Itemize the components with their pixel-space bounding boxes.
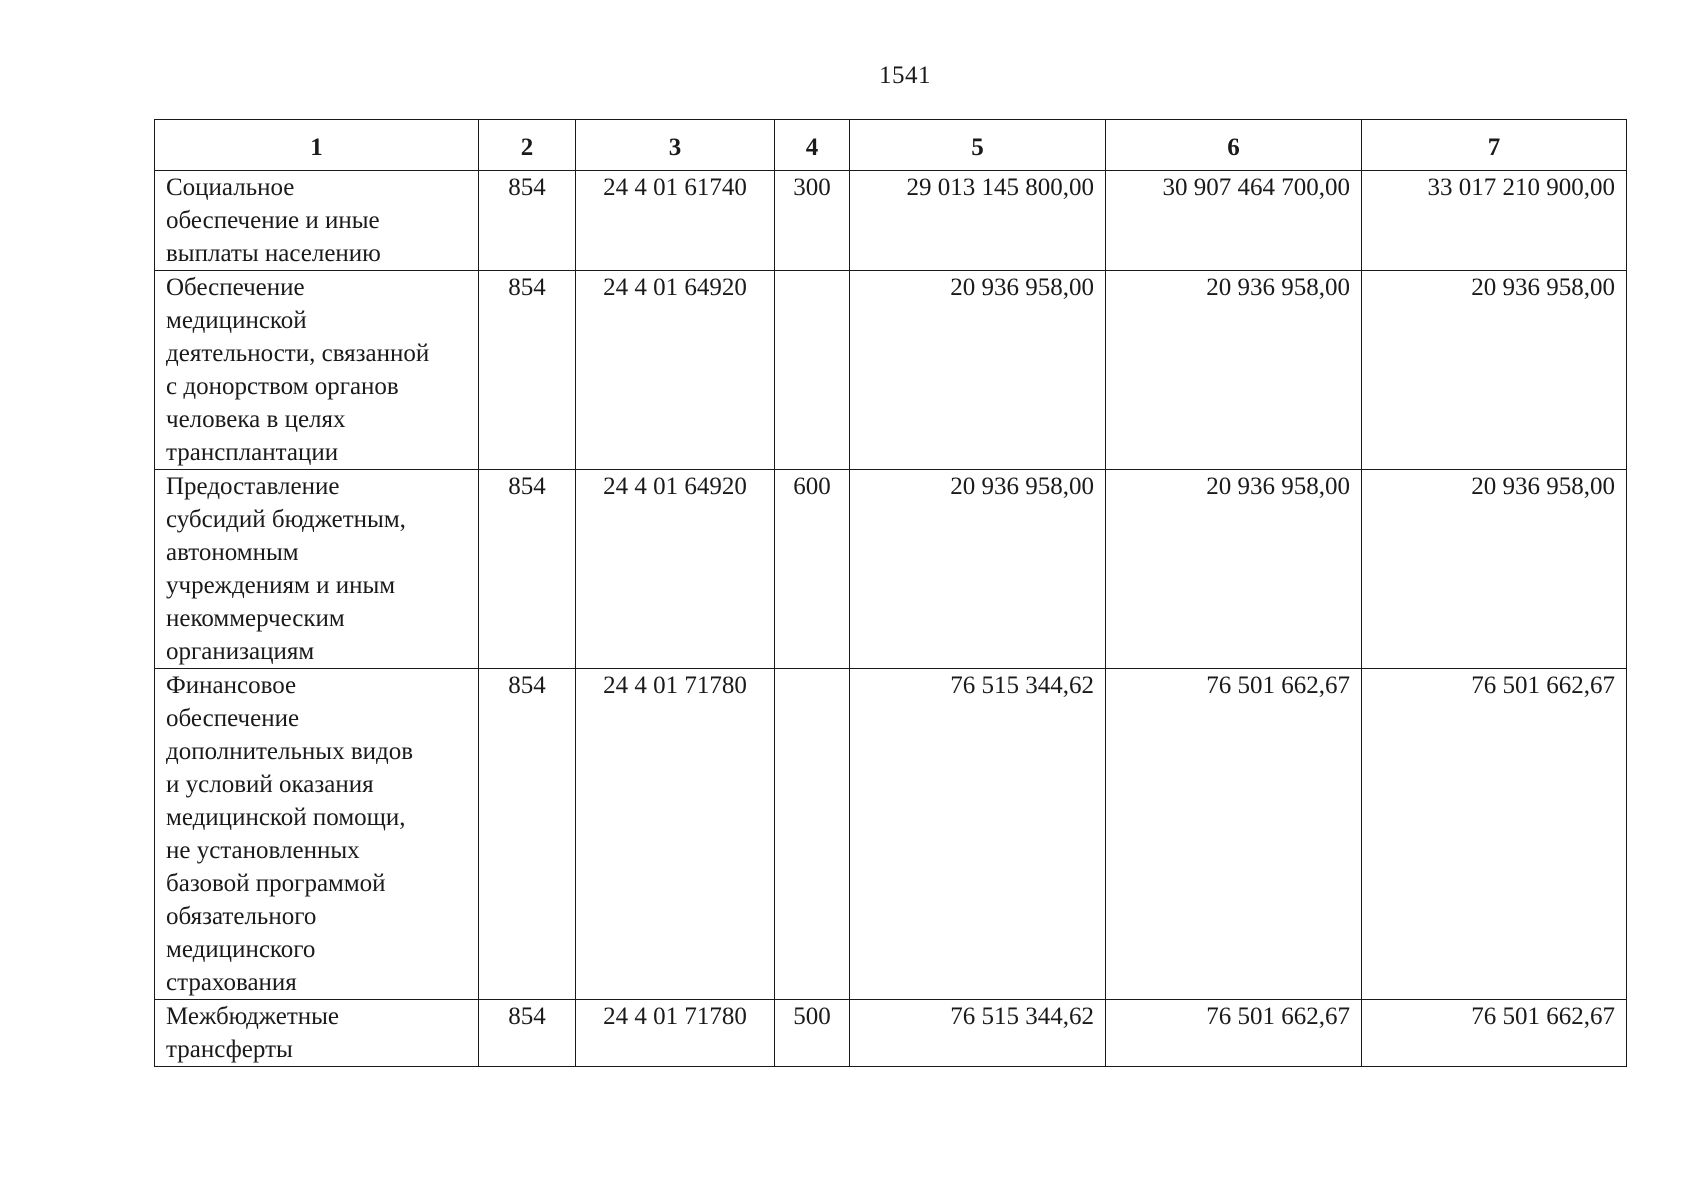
row-name-line: с донорством органов [166,373,399,400]
column-header: 1 [155,120,479,171]
amount-cell: 76 501 662,67 [1106,1000,1362,1067]
code-cell: 854 [479,271,576,470]
table-row [155,470,1627,669]
column-header: 5 [850,120,1106,171]
row-name-line: медицинской помощи, [166,804,406,831]
row-name-cell [155,1000,479,1067]
amount-cell: 20 936 958,00 [850,271,1106,470]
row-name-line: выплаты населению [166,240,381,267]
code-cell: 854 [479,669,576,1000]
row-name-line: обеспечение и иные [166,207,380,234]
row-name-line: Межбюджетные [166,1003,340,1030]
target-article-cell: 24 4 01 71780 [576,1000,775,1067]
expense-type-cell: 600 [775,470,850,669]
row-name-line: не установленных [166,837,360,864]
row-name-cell [155,470,479,669]
amount-cell: 29 013 145 800,00 [850,171,1106,271]
row-name-line: трансплантации [166,439,339,466]
row-name-line: страхования [166,969,297,996]
row-name-line: обеспечение [166,705,300,732]
row-name-line: некоммерческим [166,605,345,632]
row-name-line: организациям [166,638,315,665]
amount-cell: 76 501 662,67 [1362,669,1627,1000]
row-name-line: автономным [166,539,299,566]
amount-cell: 20 936 958,00 [1106,470,1362,669]
row-name-line: человека в целях [166,406,346,433]
row-name-line: субсидий бюджетным, [166,506,406,533]
row-name-line: Предоставление [166,473,340,500]
expense-type-cell: 300 [775,171,850,271]
row-name-line: медицинской [166,307,307,334]
amount-cell: 76 515 344,62 [850,669,1106,1000]
table-row [155,271,1627,470]
row-name-line: обязательного [166,903,317,930]
row-name-line: базовой программой [166,870,386,897]
target-article-cell: 24 4 01 64920 [576,470,775,669]
code-cell: 854 [479,1000,576,1067]
expense-type-cell [775,271,850,470]
amount-cell: 76 501 662,67 [1106,669,1362,1000]
column-header: 4 [775,120,850,171]
column-header: 6 [1106,120,1362,171]
row-name-cell [155,271,479,470]
page-number: 1541 [879,62,931,89]
row-name-line: Финансовое [166,672,297,699]
row-name-line: деятельности, связанной [166,340,430,367]
row-name-line: трансферты [166,1036,293,1063]
column-header: 2 [479,120,576,171]
code-cell: 854 [479,171,576,271]
row-name-line: Обеспечение [166,274,305,301]
table-body [155,171,1627,1067]
budget-table [154,119,1627,1067]
target-article-cell: 24 4 01 61740 [576,171,775,271]
amount-cell: 76 515 344,62 [850,1000,1106,1067]
target-article-cell: 24 4 01 71780 [576,669,775,1000]
amount-cell: 33 017 210 900,00 [1362,171,1627,271]
row-name-line: Социальное [166,174,295,201]
amount-cell: 20 936 958,00 [850,470,1106,669]
row-name-line: медицинского [166,936,316,963]
column-header: 3 [576,120,775,171]
code-cell: 854 [479,470,576,669]
column-header: 7 [1362,120,1627,171]
table-row [155,669,1627,1000]
amount-cell: 20 936 958,00 [1106,271,1362,470]
table-row [155,171,1627,271]
amount-cell: 30 907 464 700,00 [1106,171,1362,271]
row-name-line: учреждениям и иным [166,572,396,599]
row-name-cell [155,669,479,1000]
target-article-cell: 24 4 01 64920 [576,271,775,470]
amount-cell: 20 936 958,00 [1362,470,1627,669]
row-name-cell [155,171,479,271]
table-row [155,1000,1627,1067]
amount-cell: 76 501 662,67 [1362,1000,1627,1067]
row-name-line: дополнительных видов [166,738,414,765]
expense-type-cell: 500 [775,1000,850,1067]
expense-type-cell [775,669,850,1000]
row-name-line: и условий оказания [166,771,374,798]
table-header-row [155,120,1627,171]
amount-cell: 20 936 958,00 [1362,271,1627,470]
